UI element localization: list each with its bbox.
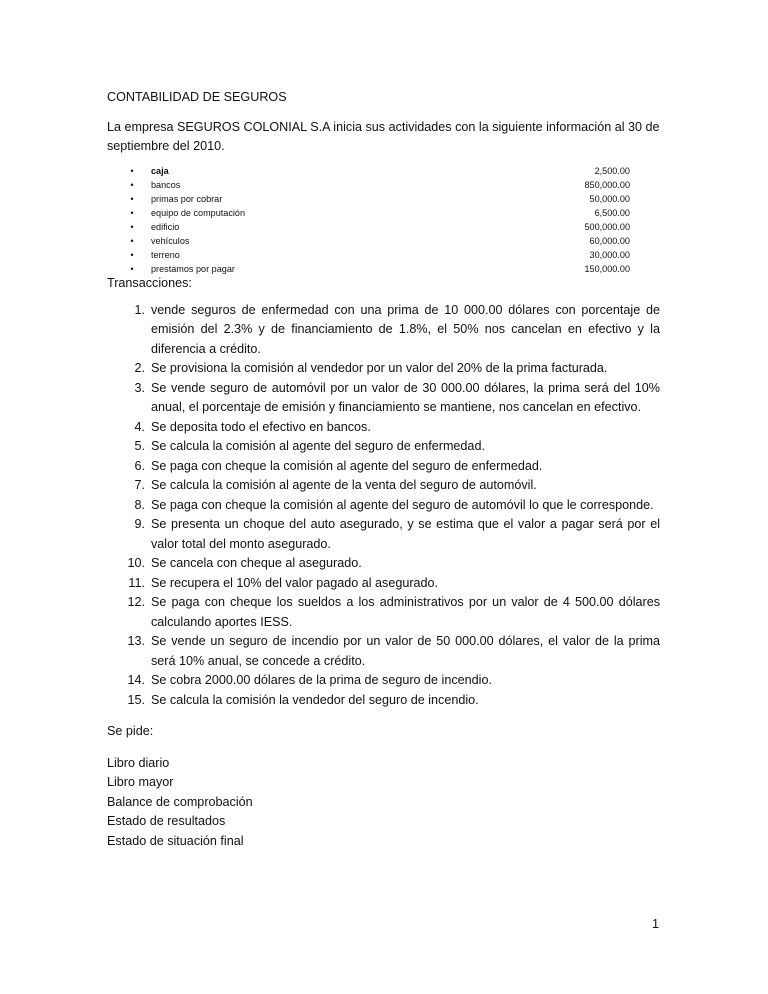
- asset-row: [107, 248, 660, 262]
- transaction-text: Se calcula la comisión al agente de la venta del seguro de automóvil.: [151, 478, 537, 492]
- transaction-number: 6.: [134, 458, 145, 473]
- asset-amount: 850,000.00: [584, 179, 630, 190]
- transaction-number: 4.: [134, 419, 145, 434]
- deliverable-item: Libro diario: [107, 755, 170, 770]
- asset-amount: 6,500.00: [594, 207, 630, 218]
- opening-balance-list: [107, 164, 660, 276]
- asset-name: vehículos: [151, 235, 190, 246]
- bullet-icon: •: [130, 221, 134, 232]
- asset-amount: 500,000.00: [584, 221, 630, 232]
- transaction-text: Se recupera el 10% del valor pagado al asegurado.: [151, 575, 439, 590]
- transaction-item: [107, 418, 660, 438]
- transaction-item: [107, 593, 660, 632]
- bullet-icon: •: [130, 179, 134, 190]
- asset-amount: 50,000.00: [589, 193, 630, 204]
- transaction-text: Se cancela con cheque al asegurado.: [151, 556, 362, 570]
- transaction-item: [107, 671, 660, 691]
- transaction-number: 5.: [134, 439, 145, 453]
- transaction-number: 14.: [127, 673, 145, 687]
- transaction-item: [107, 359, 660, 379]
- transaction-number: 7.: [134, 478, 145, 492]
- asset-row: [107, 234, 660, 248]
- bullet-icon: •: [130, 193, 134, 204]
- transaction-number: 12.: [127, 595, 145, 609]
- bullet-icon: •: [130, 165, 134, 176]
- transaction-number: 2.: [134, 361, 145, 375]
- deliverable-item: Estado de resultados: [107, 814, 226, 828]
- transaction-text: Se calcula la comisión la vendedor del seguro de incendio.: [151, 692, 479, 707]
- transaction-text: Se paga con cheque los sueldos a los administrativos por un valor de 4 500.00 dólares calculando aportes IESS.: [151, 595, 660, 629]
- transaction-item: [107, 496, 660, 516]
- transaction-text: Se paga con cheque la comisión al agente del seguro de automóvil lo que le corresponde.: [151, 497, 654, 512]
- asset-name: prestamos por pagar: [151, 263, 235, 274]
- asset-name: edificio: [151, 221, 180, 232]
- transaction-item: [107, 515, 660, 554]
- bullet-icon: •: [130, 249, 134, 260]
- transaction-item: [107, 554, 660, 574]
- transaction-text: Se calcula la comisión al agente del seguro de enfermedad.: [151, 439, 485, 453]
- transaction-number: 8.: [134, 497, 145, 512]
- asset-row: [107, 192, 660, 206]
- bullet-icon: •: [130, 235, 134, 246]
- asset-row: [107, 164, 660, 178]
- transactions-heading: Transacciones:: [107, 275, 192, 290]
- transaction-number: 11.: [128, 575, 145, 590]
- document-content: [107, 88, 660, 851]
- transaction-text: vende seguros de enfermedad con una prima de 10 000.00 dólares con porcentaje de emisión del 2.3% y de financiamiento de 1.8%, el 50% nos cancelan en efectivo y la diferencia a crédito.: [151, 302, 660, 356]
- page-number: 1: [652, 917, 660, 931]
- asset-amount: 60,000.00: [589, 235, 630, 246]
- transaction-number: 3.: [134, 380, 145, 395]
- transaction-text: Se cobra 2000.00 dólares de la prima de seguro de incendio.: [151, 673, 492, 687]
- bullet-icon: •: [130, 263, 134, 274]
- transaction-number: 15.: [127, 692, 145, 707]
- intro-paragraph: La empresa SEGUROS COLONIAL S.A inicia sus actividades con la siguiente información al 30 de septiembre del 2010.: [107, 119, 660, 153]
- asset-amount: 30,000.00: [589, 249, 630, 260]
- deliverable-item: Estado de situación final: [107, 833, 244, 848]
- transaction-text: Se provisiona la comisión al vendedor por un valor del 20% de la prima facturada.: [151, 361, 608, 375]
- transaction-item: [107, 379, 660, 418]
- asset-row: [107, 206, 660, 220]
- transaction-item: [107, 476, 660, 496]
- section-spacer: [107, 710, 660, 722]
- asset-name: caja: [151, 165, 169, 176]
- document-title: CONTABILIDAD DE SEGUROS: [107, 90, 287, 104]
- asset-amount: 150,000.00: [584, 263, 630, 274]
- request-heading: Se pide:: [107, 724, 154, 738]
- asset-row: [107, 178, 660, 192]
- transaction-item: [107, 632, 660, 671]
- transaction-item: [107, 691, 660, 711]
- transaction-text: Se vende un seguro de incendio por un valor de 50 000.00 dólares, el valor de la prima será 10% anual, se concede a crédito.: [151, 634, 660, 668]
- deliverable-item: Balance de comprobación: [107, 794, 253, 809]
- transaction-number: 9.: [134, 517, 145, 531]
- transaction-text: Se paga con cheque la comisión al agente del seguro de enfermedad.: [151, 458, 543, 473]
- transactions-list: [107, 301, 660, 711]
- asset-name: equipo de computación: [151, 207, 246, 218]
- transaction-item: [107, 457, 660, 477]
- deliverables-list: [107, 754, 660, 852]
- transaction-item: [107, 574, 660, 594]
- deliverable-item: Libro mayor: [107, 775, 174, 789]
- asset-amount: 2,500.00: [594, 165, 630, 176]
- transaction-number: 13.: [127, 634, 145, 648]
- transaction-text: Se deposita todo el efectivo en bancos.: [151, 419, 371, 434]
- transaction-text: Se vende seguro de automóvil por un valor de 30 000.00 dólares, la prima será del 10% anual, el porcentaje de emisión y financiamiento se mantiene, nos cancelan en efectivo.: [151, 380, 660, 414]
- transaction-item: [107, 301, 660, 360]
- transaction-item: [107, 437, 660, 457]
- asset-name: primas por cobrar: [151, 193, 223, 204]
- bullet-icon: •: [130, 207, 134, 218]
- asset-row: [107, 262, 660, 276]
- asset-name: terreno: [151, 249, 180, 260]
- transaction-text: Se presenta un choque del auto asegurado, y se estima que el valor a pagar será por el valor total del monto asegurado.: [151, 517, 660, 551]
- transaction-number: 1.: [134, 302, 145, 317]
- section-spacer: [107, 742, 660, 754]
- asset-row: [107, 220, 660, 234]
- transaction-number: 10.: [127, 556, 145, 570]
- asset-name: bancos: [151, 179, 181, 190]
